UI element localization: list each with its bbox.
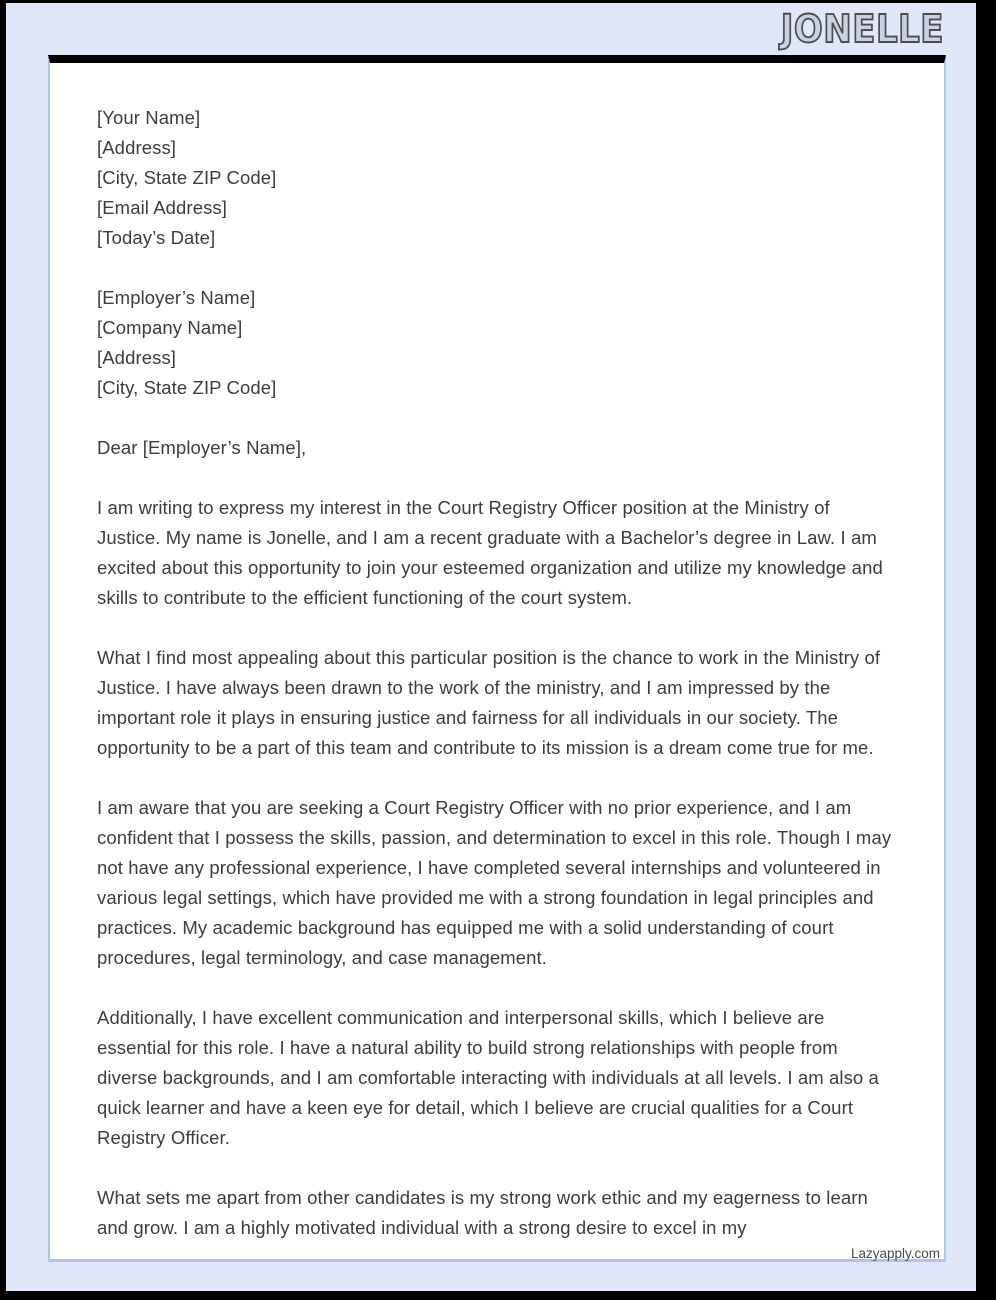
letter-paragraph: What sets me apart from other candidates is my strong work ethic and my eagerness to learn and grow. I am a highly motivated individual with a strong desire to excel in my (97, 1187, 868, 1238)
salutation-line: Dear [Employer’s Name], (97, 437, 307, 458)
letter-paragraph: Additionally, I have excellent communication and interpersonal skills, which I believe are essential for this role. I have a natural ability to build strong relationships with people from diverse backgrounds, and I am comfortable interacting with individuals at all levels. I am also a quick learner and have a keen eye for detail, which I believe are crucial qualities for a Court Registry Officer. (97, 1007, 879, 1148)
screen-edge-left (0, 0, 6, 1300)
recipient-address-line: [City, State ZIP Code] (97, 377, 277, 398)
recipient-address-line: [Address] (97, 347, 177, 368)
salutation (97, 433, 892, 463)
site-watermark: Lazyapply.com (851, 1246, 941, 1261)
brand-logo[interactable] (780, 7, 944, 52)
sender-address-line: [Email Address] (97, 197, 228, 218)
letter-paragraph: I am aware that you are seeking a Court Registry Officer with no prior experience, and I am confident that I possess the skills, passion, and determination to excel in this role. Though I may not have any professional experience, I have completed several internships and volunteered in various legal settings, which have provided me with a strong foundation in legal principles and practices. My academic background has equipped me with a solid understanding of court procedures, legal terminology, and case management. (97, 797, 892, 968)
brand-logo-text: JONELLE (780, 7, 944, 52)
screen-edge-bottom (0, 1291, 996, 1300)
sender-address-line: [Today’s Date] (97, 227, 216, 248)
sender-address-block (97, 103, 892, 253)
recipient-address-block (97, 283, 892, 403)
letter-document (48, 55, 946, 1262)
letter-body (50, 63, 944, 1243)
letter-paragraph: I am writing to express my interest in the Court Registry Officer position at the Ministry of Justice. My name is Jonelle, and I am a recent graduate with a Bachelor’s degree in Law. I am excited about this opportunity to join your esteemed organization and utilize my knowledge and skills to contribute to the efficient functioning of the court system. (97, 497, 883, 608)
sender-address-line: [Address] (97, 137, 177, 158)
recipient-address-line: [Employer’s Name] (97, 287, 256, 308)
recipient-address-line: [Company Name] (97, 317, 243, 338)
sender-address-line: [City, State ZIP Code] (97, 167, 277, 188)
screen-edge-top (0, 0, 996, 3)
letter-paragraph: What I find most appealing about this particular position is the chance to work in the Ministry of Justice. I have always been drawn to the work of the ministry, and I am impressed by the important role it plays in ensuring justice and fairness for all individuals in our society. The opportunity to be a part of this team and contribute to its mission is a dream come true for me. (97, 647, 881, 758)
letter-paragraphs (97, 493, 892, 1243)
screen-edge-right (976, 0, 996, 1300)
sender-address-line: [Your Name] (97, 107, 201, 128)
